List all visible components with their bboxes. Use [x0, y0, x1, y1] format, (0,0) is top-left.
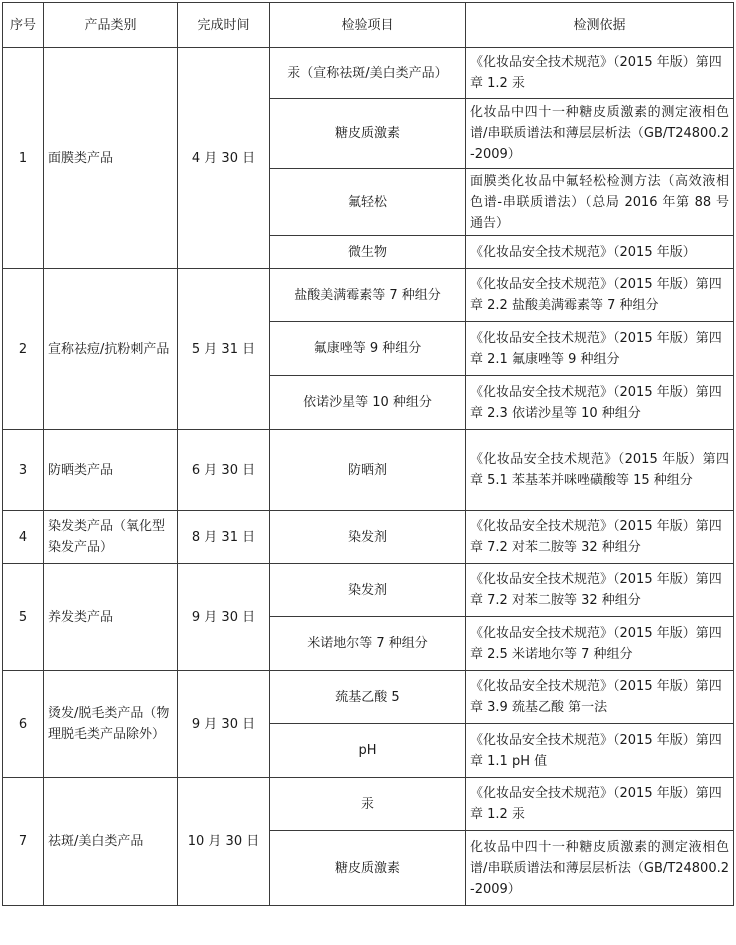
item-cell: 染发剂: [270, 511, 466, 564]
item-cell: 巯基乙酸 5: [270, 671, 466, 724]
date-cell: 6 月 30 日: [178, 430, 270, 511]
seq-cell: 6: [3, 671, 44, 778]
basis-cell: 《化妆品安全技术规范》（2015 年版）第四章 3.9 巯基乙酸 第一法: [466, 671, 734, 724]
seq-cell: 3: [3, 430, 44, 511]
item-cell: pH: [270, 724, 466, 778]
header-seq: 序号: [3, 3, 44, 48]
basis-cell: 《化妆品安全技术规范》（2015 年版）第四章 1.1 pH 值: [466, 724, 734, 778]
date-cell: 9 月 30 日: [178, 671, 270, 778]
item-cell: 糖皮质激素: [270, 831, 466, 906]
header-row: [3, 3, 734, 48]
basis-cell: 《化妆品安全技术规范》（2015 年版）第四章 1.2 汞: [466, 778, 734, 831]
basis-cell: 化妆品中四十一种糖皮质激素的测定液相色谱/串联质谱法和薄层层析法（GB/T24800.2-2009）: [466, 99, 734, 169]
date-cell: 10 月 30 日: [178, 778, 270, 906]
item-cell: 糖皮质激素: [270, 99, 466, 169]
table-row: [3, 564, 734, 617]
item-cell: 微生物: [270, 236, 466, 269]
seq-cell: 4: [3, 511, 44, 564]
header-category: 产品类别: [44, 3, 178, 48]
category-cell: 宣称祛痘/抗粉刺产品: [44, 269, 178, 430]
table-row: [3, 511, 734, 564]
date-cell: 9 月 30 日: [178, 564, 270, 671]
basis-cell: 面膜类化妆品中氟轻松检测方法（高效液相色谱-串联质谱法）（总局 2016 年第 88 号通告）: [466, 169, 734, 236]
category-cell: 面膜类产品: [44, 48, 178, 269]
item-cell: 盐酸美满霉素等 7 种组分: [270, 269, 466, 322]
seq-cell: 5: [3, 564, 44, 671]
basis-cell: 《化妆品安全技术规范》（2015 年版）: [466, 236, 734, 269]
item-cell: 氟轻松: [270, 169, 466, 236]
category-cell: 祛斑/美白类产品: [44, 778, 178, 906]
basis-cell: 《化妆品安全技术规范》（2015 年版）第四章 2.1 氟康唑等 9 种组分: [466, 322, 734, 376]
inspection-table: [2, 2, 734, 906]
seq-cell: 1: [3, 48, 44, 269]
item-cell: 汞（宣称祛斑/美白类产品）: [270, 48, 466, 99]
category-cell: 染发类产品（氧化型染发产品）: [44, 511, 178, 564]
item-cell: 米诺地尔等 7 种组分: [270, 617, 466, 671]
basis-cell: 化妆品中四十一种糖皮质激素的测定液相色谱/串联质谱法和薄层层析法（GB/T24800.2-2009）: [466, 831, 734, 906]
header-item: 检验项目: [270, 3, 466, 48]
basis-cell: 《化妆品安全技术规范》（2015 年版）第四章 2.3 依诺沙星等 10 种组分: [466, 376, 734, 430]
basis-cell: 《化妆品安全技术规范》（2015 年版）第四章 7.2 对苯二胺等 32 种组分: [466, 511, 734, 564]
seq-cell: 2: [3, 269, 44, 430]
date-cell: 5 月 31 日: [178, 269, 270, 430]
table-row: [3, 430, 734, 511]
category-cell: 防晒类产品: [44, 430, 178, 511]
basis-cell: 《化妆品安全技术规范》（2015 年版）第四章 1.2 汞: [466, 48, 734, 99]
item-cell: 汞: [270, 778, 466, 831]
category-cell: 烫发/脱毛类产品（物理脱毛类产品除外）: [44, 671, 178, 778]
item-cell: 染发剂: [270, 564, 466, 617]
category-cell: 养发类产品: [44, 564, 178, 671]
basis-cell: 《化妆品安全技术规范》（2015 年版）第四章 5.1 苯基苯并咪唑磺酸等 15 种组分: [466, 430, 734, 511]
table-row: [3, 48, 734, 99]
basis-cell: 《化妆品安全技术规范》（2015 年版）第四章 2.2 盐酸美满霉素等 7 种组分: [466, 269, 734, 322]
header-date: 完成时间: [178, 3, 270, 48]
basis-cell: 《化妆品安全技术规范》（2015 年版）第四章 7.2 对苯二胺等 32 种组分: [466, 564, 734, 617]
table-row: [3, 671, 734, 724]
table-row: [3, 269, 734, 322]
table-row: [3, 778, 734, 831]
table-body: [3, 48, 734, 906]
header-basis: 检测依据: [466, 3, 734, 48]
item-cell: 依诺沙星等 10 种组分: [270, 376, 466, 430]
item-cell: 防晒剂: [270, 430, 466, 511]
date-cell: 4 月 30 日: [178, 48, 270, 269]
item-cell: 氟康唑等 9 种组分: [270, 322, 466, 376]
seq-cell: 7: [3, 778, 44, 906]
basis-cell: 《化妆品安全技术规范》（2015 年版）第四章 2.5 米诺地尔等 7 种组分: [466, 617, 734, 671]
date-cell: 8 月 31 日: [178, 511, 270, 564]
